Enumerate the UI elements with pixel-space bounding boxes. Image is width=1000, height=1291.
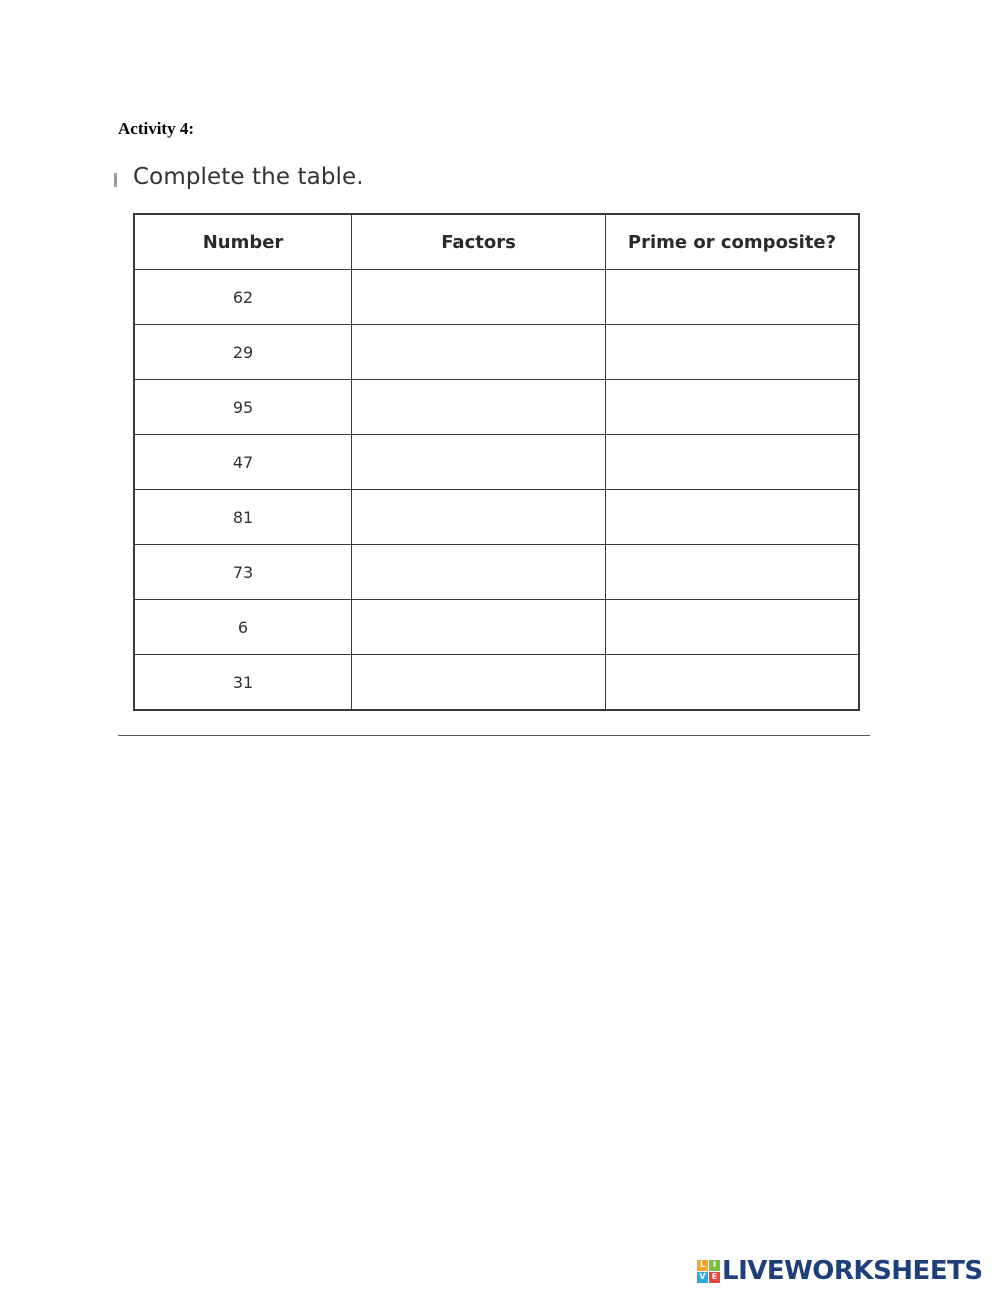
logo-block-e: E bbox=[709, 1272, 720, 1283]
number-cell: 73 bbox=[134, 545, 352, 600]
number-cell: 62 bbox=[134, 270, 352, 325]
table-header-row bbox=[134, 214, 859, 270]
prime-or-composite-cell[interactable] bbox=[606, 270, 860, 325]
table-row bbox=[134, 655, 859, 711]
number-cell: 29 bbox=[134, 325, 352, 380]
factors-cell[interactable] bbox=[352, 545, 606, 600]
table-row bbox=[134, 380, 859, 435]
factors-cell[interactable] bbox=[352, 600, 606, 655]
number-cell: 95 bbox=[134, 380, 352, 435]
prime-or-composite-cell[interactable] bbox=[606, 545, 860, 600]
factors-cell[interactable] bbox=[352, 655, 606, 711]
brand-name: LIVEWORKSHEETS bbox=[722, 1256, 983, 1286]
logo-block-l: L bbox=[697, 1260, 708, 1271]
activity-title: Activity 4: bbox=[118, 119, 195, 138]
table-row bbox=[134, 435, 859, 490]
factors-cell[interactable] bbox=[352, 435, 606, 490]
factors-cell[interactable] bbox=[352, 325, 606, 380]
logo-block-v: V bbox=[697, 1272, 708, 1283]
section-divider bbox=[118, 735, 870, 736]
table-row bbox=[134, 545, 859, 600]
header-factors: Factors bbox=[352, 214, 606, 270]
prime-or-composite-cell[interactable] bbox=[606, 600, 860, 655]
bullet-mark bbox=[114, 173, 117, 187]
logo-blocks-icon bbox=[697, 1260, 720, 1283]
header-prime-or-composite: Prime or composite? bbox=[606, 214, 860, 270]
factors-cell[interactable] bbox=[352, 380, 606, 435]
liveworksheets-logo bbox=[697, 1255, 983, 1287]
instruction-text: Complete the table. bbox=[133, 164, 364, 190]
table-row bbox=[134, 325, 859, 380]
prime-or-composite-cell[interactable] bbox=[606, 380, 860, 435]
factors-table bbox=[133, 213, 860, 711]
number-cell: 6 bbox=[134, 600, 352, 655]
number-cell: 31 bbox=[134, 655, 352, 711]
table-row bbox=[134, 600, 859, 655]
prime-or-composite-cell[interactable] bbox=[606, 325, 860, 380]
prime-or-composite-cell[interactable] bbox=[606, 490, 860, 545]
number-cell: 47 bbox=[134, 435, 352, 490]
prime-or-composite-cell[interactable] bbox=[606, 435, 860, 490]
logo-block-i: I bbox=[709, 1260, 720, 1271]
table-row bbox=[134, 270, 859, 325]
table-row bbox=[134, 490, 859, 545]
factors-cell[interactable] bbox=[352, 270, 606, 325]
number-cell: 81 bbox=[134, 490, 352, 545]
prime-or-composite-cell[interactable] bbox=[606, 655, 860, 711]
header-number: Number bbox=[134, 214, 352, 270]
factors-cell[interactable] bbox=[352, 490, 606, 545]
